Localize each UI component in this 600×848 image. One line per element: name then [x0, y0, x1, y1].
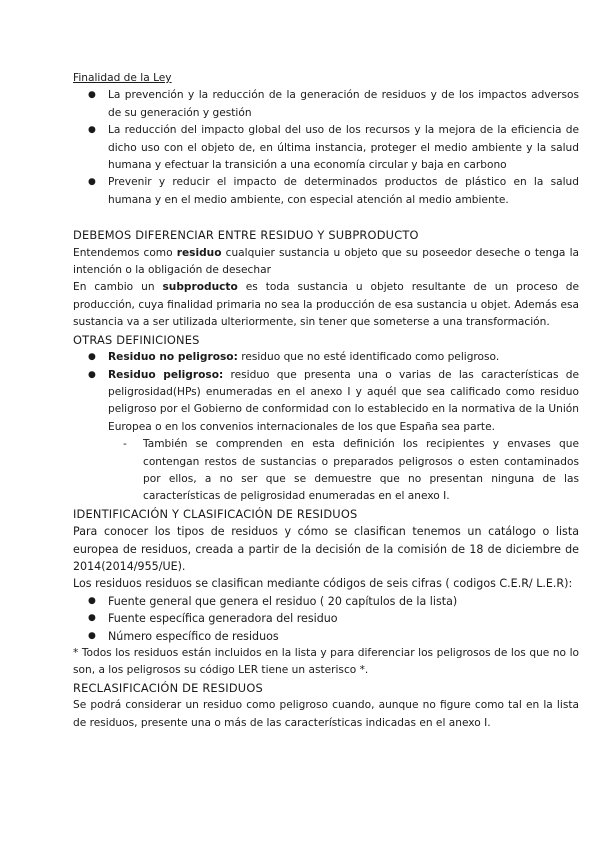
paragraph-codigos: Los residuos residuos se clasifican mediante códigos de seis cifras ( codigos C.E.R/ L.E.R):	[73, 577, 573, 591]
bullet-icon: ●	[88, 352, 96, 363]
list-item: ● Residuo peligroso: residuo que presenta una o varias de las características de peligrosidad(HPs) enumeradas en el anexo I y aquél que sea calificado como residuo peligroso por el Gobierno de conformidad con lo establecido en la normativa de la Unión Europea o en los convenios internacionales de los que España sea parte.	[88, 368, 579, 433]
section-title-reclasificacion: RECLASIFICACIÓN DE RESIDUOS	[73, 680, 263, 695]
list-item: ● Fuente específica generadora del residuo	[108, 610, 579, 627]
paragraph-subproducto: En cambio un subproducto es toda sustancia u objeto resultante de un proceso de producción, cuya finalidad primaria no sea la producción de esa sustancia u objet. Además esa sustancia va a ser utilizada ulteriormente, sin tener que someterse a una transformación.	[73, 281, 579, 329]
term-subproducto: subproducto	[162, 281, 238, 294]
paragraph-catalogo: Para conocer los tipos de residuos y cómo se clasifican tenemos un catálogo o lista europea de residuos, creada a partir de la decisión de la comisión de 18 de diciembre de 2014(2014/955/UE).	[73, 525, 579, 573]
section-title-otras-definiciones: OTRAS DEFINICIONES	[73, 332, 200, 347]
list-item: ● Número específico de residuos	[108, 628, 579, 645]
list-item: ● Prevenir y reducir el impacto de determinados productos de plástico en la salud humana y en el medio ambiente, con especial atención al medio ambiente.	[88, 176, 579, 206]
document-body	[73, 70, 579, 732]
term-residuo-no-peligroso: Residuo no peligroso:	[108, 351, 238, 364]
finalidad-list	[73, 87, 579, 209]
section-finalidad	[73, 70, 579, 87]
section-title-diferenciar: DEBEMOS DIFERENCIAR ENTRE RESIDUO Y SUBPRODUCTO	[73, 228, 419, 243]
dash-icon: -	[123, 438, 127, 451]
bullet-icon: ●	[88, 125, 96, 136]
bullet-icon: ●	[88, 177, 96, 188]
list-item: ● Fuente general que genera el residuo ( 20 capítulos de la lista)	[108, 593, 579, 610]
list-item: ● Residuo no peligroso: residuo que no esté identificado como peligroso.	[108, 349, 579, 366]
bullet-icon: ●	[88, 613, 96, 624]
term-residuo-peligroso: Residuo peligroso:	[108, 368, 224, 381]
bullet-icon: ●	[88, 369, 96, 380]
term-residuo: residuo	[176, 246, 222, 259]
bullet-icon: ●	[88, 595, 96, 606]
section-title-identificacion: IDENTIFICACIÓN Y CLASIFICACIÓN DE RESIDUOS	[73, 506, 358, 521]
note-asterisco: * Todos los residuos están incluidos en la lista y para diferenciar los peligrosos de los que no lo son, a los peligrosos su código LER tiene un asterisco *.	[73, 647, 579, 677]
definiciones-sublist	[73, 436, 579, 506]
section-title-finalidad: Finalidad de la Ley	[73, 72, 172, 84]
definiciones-list	[73, 349, 579, 436]
list-item: - También se comprenden en esta definición los recipientes y envases que contengan restos de sustancias o preparados peligrosos o esten contaminados por ellos, a no ser que se demuestre que no presentan ninguna de las características de peligrosidad enumeradas en el anexo I.	[123, 438, 579, 503]
codigos-list	[73, 593, 579, 645]
list-item: ● La prevención y la reducción de la generación de residuos y de los impactos adversos de su generación y gestión	[88, 89, 579, 119]
paragraph-residuo: Entendemos como residuo cualquier sustancia u objeto que su poseedor deseche o tenga la intención o la obligación de desechar	[73, 246, 579, 277]
paragraph-reclasificacion: Se podrá considerar un residuo como peligroso cuando, aunque no figure como tal en la lista de residuos, presente una o más de las características indicadas en el anexo I.	[73, 699, 579, 729]
list-item: ● La reducción del impacto global del uso de los recursos y la mejora de la eficiencia de dicho uso con el objeto de, en última instancia, proteger el medio ambiente y la salud humana y efectuar la transición a una economía circular y baja en carbono	[88, 124, 579, 172]
bullet-icon: ●	[88, 90, 96, 101]
bullet-icon: ●	[88, 630, 96, 641]
